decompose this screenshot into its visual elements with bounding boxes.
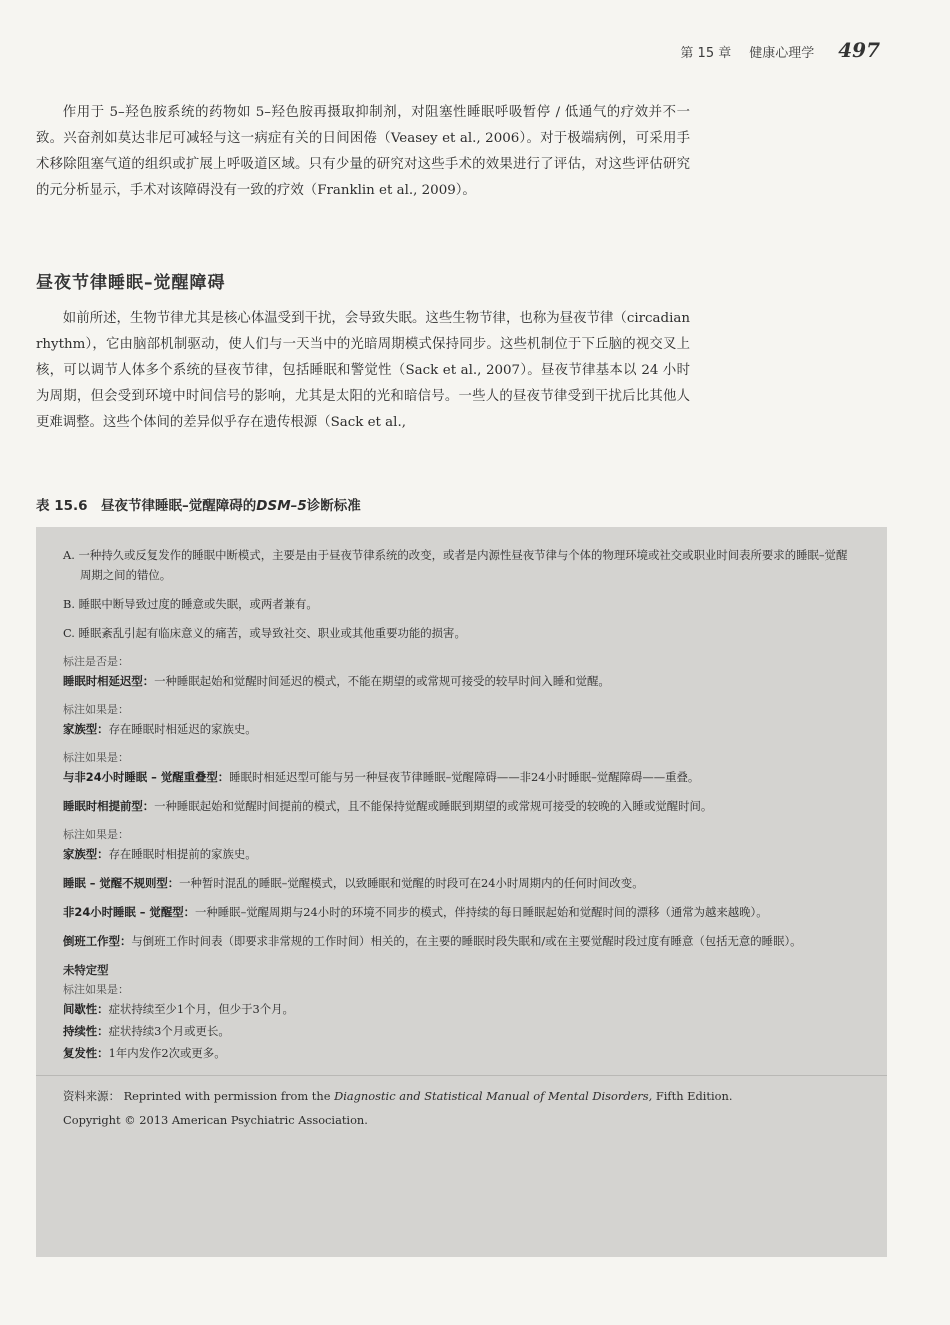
subtype-shift-work-label: 倒班工作型： [63, 934, 132, 948]
source-title: Diagnostic and Statistical Manual of Mental Disorders, [334, 1089, 653, 1103]
chapter-title: 健康心理学 [749, 46, 815, 61]
familial-delayed-label: 家族型： [63, 722, 109, 736]
source-text-1: Reprinted with permission from the [123, 1089, 335, 1103]
subtype-advanced-text: 一种睡眠起始和觉醒时间提前的模式，且不能保持觉醒或睡眠到期望的或常规可接受的较晚的入睡或觉醒时间。 [154, 799, 713, 813]
table-caption-prefix: 表 15.6 昼夜节律睡眠–觉醒障碍的 [36, 498, 257, 514]
familial-delayed [63, 719, 857, 739]
specify-if-2: 标注如果是： [63, 751, 129, 764]
course-persistent-label: 持续性： [63, 1024, 109, 1038]
familial-delayed-text: 存在睡眠时相延迟的家族史。 [108, 722, 257, 736]
body-paragraph-1: 作用于 5–羟色胺系统的药物如 5–羟色胺再摄取抑制剂，对阻塞性睡眠呼吸暂停 / 低通气的疗效并不一致。兴奋剂如莫达非尼可减轻与这一病症有关的日间困倦（Veasey et al., 2006）。对于极端病例，可采用手术移除阻塞气道的组织或扩展上呼吸道区域。只有少量的研究对这些手术的效果进行了评估，对这些评估研究的元分析显示，手术对该障碍没有一致的疗效（Franklin et al., 2009）。 [36, 105, 690, 198]
criteria-table [36, 527, 887, 1257]
chapter-label: 第 15 章 [680, 46, 732, 61]
course-episodic [63, 999, 857, 1019]
overlap-type [63, 767, 857, 787]
criterion-b: B. 睡眠中断导致过度的睡意或失眠，或两者兼有。 [63, 597, 318, 611]
subtype-delayed-label: 睡眠时相延迟型： [63, 674, 155, 688]
subtype-shift-work-text: 与倒班工作时间表（即要求非常规的工作时间）相关的，在主要的睡眠时段失眠和/或在主要觉醒时段过度有睡意（包括无意的睡眠）。 [131, 934, 802, 948]
page-number: 497 [838, 38, 880, 62]
course-recurrent-text: 1年内发作2次或更多。 [108, 1046, 226, 1060]
course-persistent-text: 症状持续3个月或更长。 [108, 1024, 230, 1038]
table-caption-suffix: 诊断标准 [306, 498, 361, 514]
overlap-type-text: 睡眠时相延迟型可能与另一种昼夜节律睡眠–觉醒障碍——非24小时睡眠–觉醒障碍——重叠。 [229, 770, 700, 784]
source-divider [36, 1075, 887, 1076]
subtype-irregular-text: 一种暂时混乱的睡眠–觉醒模式，以致睡眠和觉醒的时段可在24小时周期内的任何时间改变。 [179, 876, 644, 890]
specify-if-1: 标注如果是： [63, 703, 129, 716]
body-paragraph-2: 如前所述，生物节律尤其是核心体温受到干扰，会导致失眠。这些生物节律，也称为昼夜节律（circadian rhythm），它由脑部机制驱动，使人们与一天当中的光暗周期模式保持同步。这些机制位于下丘脑的视交叉上核，可以调节人体多个系统的昼夜节律，包括睡眠和警觉性（Sack et al., 2007）。昼夜节律基本以 24 小时为周期，但会受到环境中时间信号的影响，尤其是太阳的光和暗信号。一些人的昼夜节律受到干扰后比其他人更难调整。这些个体间的差异似乎存在遗传根源（Sack et al., [36, 311, 690, 430]
source-label: 资料来源： [63, 1089, 120, 1103]
source-text-2: Fifth Edition. [652, 1089, 733, 1103]
copyright-note: Copyright © 2013 American Psychiatric Association. [63, 1113, 368, 1127]
course-episodic-label: 间歇性： [63, 1002, 109, 1016]
course-recurrent-label: 复发性： [63, 1046, 109, 1060]
subtype-non24-text: 一种睡眠–觉醒周期与24小时的环境不同步的模式，伴持续的每日睡眠起始和觉醒时间的漂移（通常为越来越晚）。 [195, 905, 768, 919]
criterion-c: C. 睡眠紊乱引起有临床意义的痛苦，或导致社交、职业或其他重要功能的损害。 [63, 626, 466, 640]
running-head [680, 38, 880, 62]
familial-advanced-text: 存在睡眠时相提前的家族史。 [108, 847, 257, 861]
specify-if-3: 标注如果是： [63, 828, 129, 841]
subtype-delayed-text: 一种睡眠起始和觉醒时间延迟的模式，不能在期望的或常规可接受的较早时间入睡和觉醒。 [154, 674, 610, 688]
table-caption-dsm: DSM–5 [256, 498, 307, 514]
subtype-shift-work [63, 931, 857, 951]
subtype-unspecified: 未特定型 [63, 963, 109, 977]
specify-if-4: 标注如果是： [63, 983, 129, 996]
course-episodic-text: 症状持续至少1个月，但少于3个月。 [108, 1002, 294, 1016]
subtype-advanced-label: 睡眠时相提前型： [63, 799, 155, 813]
subtype-irregular-label: 睡眠 – 觉醒不规则型： [63, 876, 180, 890]
subtype-delayed [63, 671, 857, 691]
subtype-advanced [63, 796, 857, 816]
overlap-type-label: 与非24小时睡眠 – 觉醒重叠型： [63, 770, 230, 784]
subtype-non24 [63, 902, 857, 922]
section-heading: 昼夜节律睡眠–觉醒障碍 [36, 273, 226, 293]
familial-advanced [63, 844, 857, 864]
course-persistent [63, 1021, 857, 1041]
subtype-irregular [63, 873, 857, 893]
source-note [63, 1084, 857, 1108]
table-caption [36, 494, 361, 514]
subtype-non24-label: 非24小时睡眠 – 觉醒型： [63, 905, 195, 919]
specify-whether: 标注是否是： [63, 655, 129, 668]
criterion-a: A. 一种持久或反复发作的睡眠中断模式，主要是由于昼夜节律系统的改变，或者是内源性昼夜节律与个体的物理环境或社交或职业时间表所要求的睡眠–觉醒周期之间的错位。 [63, 548, 848, 582]
familial-advanced-label: 家族型： [63, 847, 109, 861]
course-recurrent [63, 1043, 857, 1063]
